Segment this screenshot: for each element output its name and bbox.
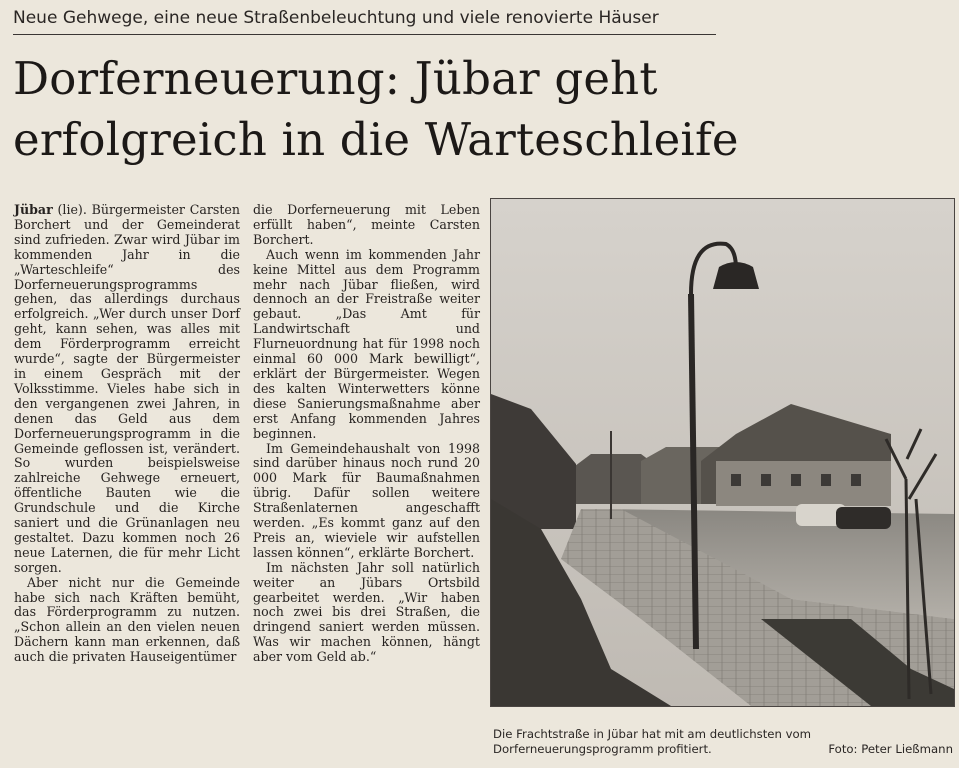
street-photo bbox=[490, 198, 955, 707]
column-1 bbox=[14, 203, 240, 665]
dateline: Jübar bbox=[14, 202, 53, 217]
paragraph-4: Im Gemeindehaushalt von 1998 sind darüber hinaus noch rund 20 000 Mark für Baumaßnahmen übrig. Dafür sollen weitere Straßenlaternen angeschafft werden. „Es kommt ganz auf den Preis an, wieviele wir aufstellen lassen können“, erklärte Borchert. bbox=[253, 440, 480, 560]
photo-credit: Foto: Peter Ließmann bbox=[828, 742, 953, 756]
paragraph-1 bbox=[14, 203, 240, 576]
kicker-rule bbox=[13, 34, 716, 35]
paragraph-2: Aber nicht nur die Gemeinde habe sich nach Kräften bemüht, das Förderprogramm zu nutzen. „Schon allein an den vielen neuen Dächern kann man erkennen, daß auch die privaten Hauseigentümer bbox=[14, 574, 240, 665]
headline-line-1: Dorferneuerung: Jübar geht bbox=[13, 52, 658, 105]
kicker: Neue Gehwege, eine neue Straßenbeleuchtung und viele renovierte Häuser bbox=[13, 8, 659, 28]
caption-text: Die Frachtstraße in Jübar hat mit am deutlichsten vom Dorferneuerungsprogramm profitiert. bbox=[493, 727, 812, 756]
photo-caption bbox=[493, 727, 953, 757]
parked-cars bbox=[796, 504, 891, 529]
paragraph-1-text: (lie). Bürgermeister Carsten Borchert und der Gemeinderat sind zufrieden. Zwar wird Jübar im kommenden Jahr in die „Warteschleife“ des Dorferneuerungsprogramms gehen, das allerdings durchaus erfolgreich. „Wer durch unser Dorf geht, kann sehen, was alles mit dem Förderprogramm erreicht wurde“, sagte der Bürgermeister in einem Gespräch mit der Volksstimme. Vieles habe sich in den vergangenen zwei Jahren, in denen das Geld aus dem Dorferneuerungsprogramm in die Gemeinde geflossen ist, verändert. So wurden beispielsweise zahlreiche Gehwege erneuert, öffentliche Bauten wie die Grundschule und die Kirche saniert und die Grünanlagen neu gestaltet. Dazu kommen noch 26 neue Laternen, die für mehr Licht sorgen. bbox=[14, 202, 240, 575]
column-2 bbox=[253, 203, 480, 665]
paragraph-3: Auch wenn im kommenden Jahr keine Mittel aus dem Programm mehr nach Jübar fließen, wird dennoch an der Freistraße weiter gebaut. „Das Amt für Landwirtschaft und Flurneuordnung hat für 1998 noch einmal 60 000 Mark bewilligt“, erklärt der Bürgermeister. Wegen des kalten Winterwetters könne diese Sanierungsmaßnahme aber erst Anfang kommenden Jahres beginnen. bbox=[253, 246, 480, 441]
headline-line-2: erfolgreich in die Warteschleife bbox=[13, 113, 739, 166]
paragraph-2-continued: die Dorferneuerung mit Leben erfüllt haben“, meinte Carsten Borchert. bbox=[253, 202, 480, 247]
paragraph-5: Im nächsten Jahr soll natürlich weiter an Jübars Ortsbild gearbeitet werden. „Wir haben noch zwei bis drei Straßen, die dringend saniert werden müssen. Was wir machen können, hängt aber vom Geld ab.“ bbox=[253, 559, 480, 665]
headline bbox=[13, 48, 943, 170]
